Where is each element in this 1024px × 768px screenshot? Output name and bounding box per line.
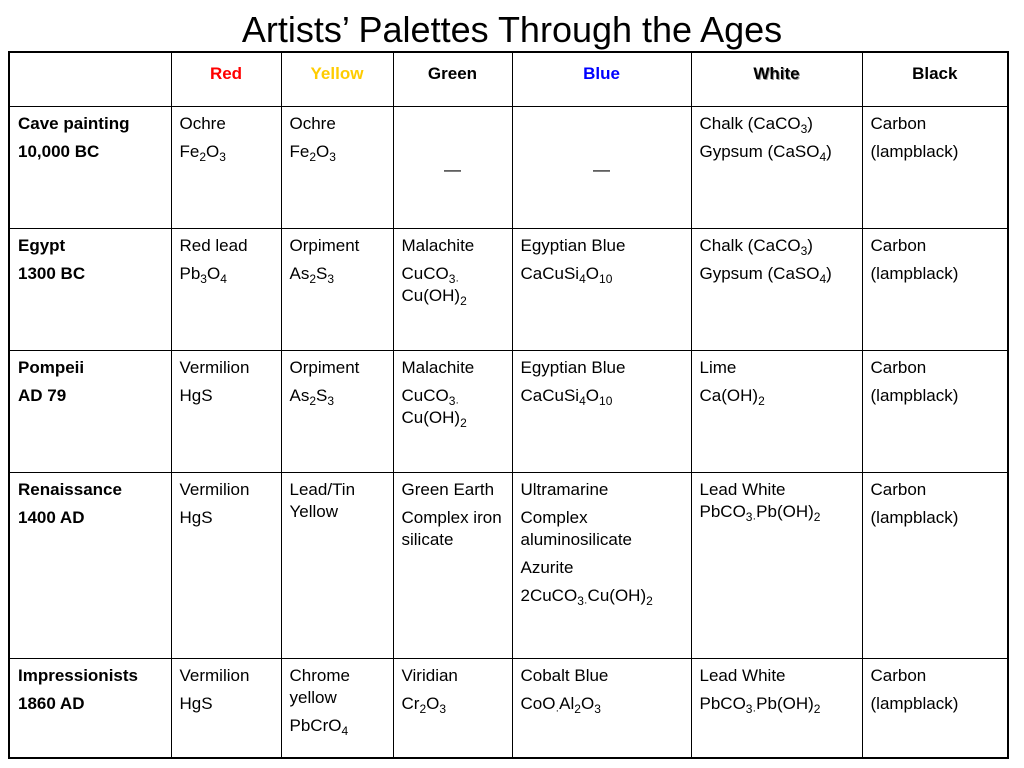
table-row — [9, 658, 1008, 758]
header-white: White — [691, 52, 862, 106]
pigment-line: Gypsum (CaSO$_4$) — [699, 141, 832, 164]
pigment-cell-black — [862, 472, 1008, 658]
pigment-line: Complex aluminosilicate — [520, 507, 632, 549]
header-corner — [9, 52, 171, 106]
pigment-cell-green — [393, 350, 512, 472]
pigment-cell-black — [862, 106, 1008, 228]
pigment-line: Ochre — [289, 113, 336, 133]
period-name: Cave painting — [18, 113, 130, 133]
period-date: 10,000 BC — [18, 141, 100, 161]
pigment-line: Red lead — [179, 235, 248, 255]
pigment-line: Carbon — [870, 113, 927, 133]
pigment-line: $As_2S_3$ — [289, 263, 335, 286]
table-row — [9, 350, 1008, 472]
header-green: Green — [393, 52, 512, 106]
pigment-line: (lampblack) — [870, 263, 959, 283]
period-name: Impressionists — [18, 665, 138, 685]
pigment-line: Chrome yellow — [289, 665, 350, 707]
pigment-cell-red — [171, 106, 281, 228]
pigment-line: $Ca(OH)_2$ — [699, 385, 765, 408]
pigment-line: $Fe_2O_3$ — [179, 141, 226, 164]
pigment-line: Viridian — [401, 665, 458, 685]
pigment-cell-green — [393, 472, 512, 658]
pigment-cell-green — [393, 658, 512, 758]
pigment-line: $Fe_2O_3$ — [289, 141, 336, 164]
pigment-cell-red — [171, 658, 281, 758]
pigment-line: HgS — [179, 693, 213, 713]
pigment-line: (lampblack) — [870, 385, 959, 405]
pigment-line: Carbon — [870, 665, 927, 685]
period-name: Egypt — [18, 235, 66, 255]
pigment-line: CuCO$_{3\cdot}$ $Cu(OH)_2$ — [401, 263, 467, 308]
pigment-line: (lampblack) — [870, 693, 959, 713]
pigment-cell-yellow — [281, 350, 393, 472]
pigment-cell-black — [862, 350, 1008, 472]
empty-dash: — — [593, 160, 610, 179]
pigment-line: HgS — [179, 507, 213, 527]
period-cell — [9, 658, 171, 758]
period-date: 1400 AD — [18, 507, 85, 527]
pigment-line: Green Earth — [401, 479, 495, 499]
period-date: 1300 BC — [18, 263, 86, 283]
pigment-cell-yellow — [281, 658, 393, 758]
period-cell — [9, 106, 171, 228]
empty-dash: — — [444, 160, 461, 179]
pigment-line: Malachite — [401, 235, 475, 255]
pigment-cell-yellow — [281, 228, 393, 350]
pigment-line: CuCO$_{3\cdot}$ $Cu(OH)_2$ — [401, 385, 467, 430]
pigment-line: Ochre — [179, 113, 226, 133]
pigment-line: PbCrO$_4$ — [289, 715, 349, 738]
header-black: Black — [862, 52, 1008, 106]
period-name: Renaissance — [18, 479, 122, 499]
palette-table — [8, 51, 1009, 759]
table-row — [9, 472, 1008, 658]
pigment-cell-black — [862, 658, 1008, 758]
pigment-line: $2CuCO_{3\cdot}Cu(OH)_2$ — [520, 585, 653, 609]
pigment-line: Carbon — [870, 479, 927, 499]
pigment-cell-blue — [512, 350, 691, 472]
pigment-line: Orpiment — [289, 235, 360, 255]
pigment-line: $Pb_3O_4$ — [179, 263, 227, 286]
pigment-line: Lead White — [699, 665, 786, 685]
pigment-line: Azurite — [520, 557, 574, 577]
pigment-cell-red — [171, 228, 281, 350]
pigment-cell-blue — [512, 228, 691, 350]
pigment-line: Complex iron silicate — [401, 507, 502, 549]
pigment-line: Gypsum (CaSO$_4$) — [699, 263, 832, 286]
pigment-cell-green — [393, 228, 512, 350]
pigment-line: $PbCO_{3\cdot}Pb(OH)_2$ — [699, 693, 821, 717]
period-cell — [9, 472, 171, 658]
pigment-cell-red — [171, 350, 281, 472]
pigment-line: Chalk (CaCO$_3$) — [699, 113, 813, 136]
header-blue: Blue — [512, 52, 691, 106]
pigment-line: Orpiment — [289, 357, 360, 377]
pigment-cell-blue — [512, 472, 691, 658]
pigment-line: Lead/Tin Yellow — [289, 479, 356, 521]
pigment-line: Lime — [699, 357, 737, 377]
pigment-line: (lampblack) — [870, 141, 959, 161]
pigment-line: Lead White $PbCO_{3\cdot}Pb(OH)_2$ — [699, 479, 821, 525]
pigment-line: Vermilion — [179, 357, 250, 377]
period-date: 1860 AD — [18, 693, 85, 713]
pigment-cell-white — [691, 658, 862, 758]
pigment-line: $CaCuSi_4O_{10}$ — [520, 385, 613, 408]
pigment-cell-white — [691, 350, 862, 472]
pigment-cell-blue — [512, 658, 691, 758]
pigment-cell-yellow — [281, 472, 393, 658]
pigment-cell-red — [171, 472, 281, 658]
pigment-line: HgS — [179, 385, 213, 405]
pigment-line: Carbon — [870, 357, 927, 377]
pigment-cell-white — [691, 228, 862, 350]
pigment-line: Ultramarine — [520, 479, 609, 499]
pigment-line: Carbon — [870, 235, 927, 255]
header-yellow: Yellow — [281, 52, 393, 106]
pigment-cell-white — [691, 106, 862, 228]
pigment-line: Malachite — [401, 357, 475, 377]
pigment-line: $CaCuSi_4O_{10}$ — [520, 263, 613, 286]
pigment-line: $Cr_2O_3$ — [401, 693, 447, 716]
pigment-line: Chalk (CaCO$_3$) — [699, 235, 813, 258]
pigment-line: Egyptian Blue — [520, 235, 626, 255]
pigment-cell-yellow — [281, 106, 393, 228]
pigment-cell-black — [862, 228, 1008, 350]
period-name: Pompeii — [18, 357, 85, 377]
pigment-cell-green — [393, 106, 512, 228]
pigment-line: (lampblack) — [870, 507, 959, 527]
pigment-line: Vermilion — [179, 665, 250, 685]
pigment-line: $CoO_\cdot Al_2O_3$ — [520, 693, 601, 717]
pigment-cell-white — [691, 472, 862, 658]
period-cell — [9, 350, 171, 472]
pigment-line: Vermilion — [179, 479, 250, 499]
pigment-line: $As_2S_3$ — [289, 385, 335, 408]
palette-table-body — [9, 52, 1008, 758]
table-row — [9, 106, 1008, 228]
slide-title: Artists’ Palettes Through the Ages — [241, 9, 783, 50]
header-red: Red — [171, 52, 281, 106]
pigment-line: Egyptian Blue — [520, 357, 626, 377]
pigment-line: Cobalt Blue — [520, 665, 609, 685]
pigment-cell-blue — [512, 106, 691, 228]
table-row — [9, 228, 1008, 350]
header-row — [9, 52, 1008, 106]
period-date: AD 79 — [18, 385, 67, 405]
period-cell — [9, 228, 171, 350]
